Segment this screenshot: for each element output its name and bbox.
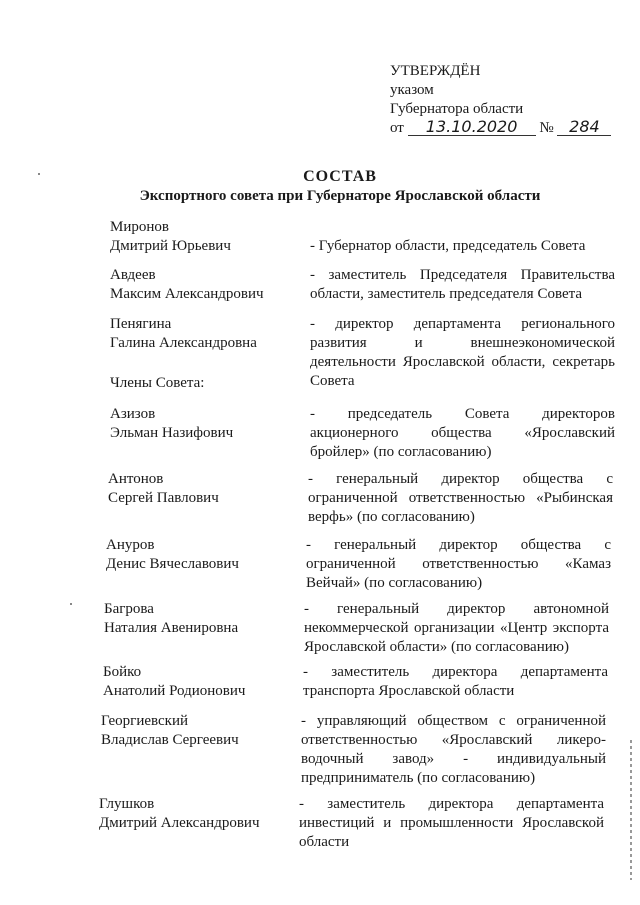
approval-date-line <box>390 119 611 138</box>
document-title: СОСТАВ <box>303 168 377 185</box>
date-prefix: от <box>390 120 404 136</box>
list-item <box>103 663 608 703</box>
member-surname: Бойко <box>103 664 142 680</box>
scan-edge-mark <box>630 740 632 880</box>
list-item <box>99 795 604 855</box>
member-surname: Азизов <box>110 406 156 422</box>
member-surname: Миронов <box>110 219 169 235</box>
list-item <box>110 405 615 465</box>
number-prefix: № <box>539 120 554 136</box>
member-given-name: Сергей Павлович <box>108 490 219 506</box>
member-name <box>106 536 306 574</box>
member-surname: Ануров <box>106 537 155 553</box>
member-name <box>110 315 310 353</box>
approval-stamp <box>390 62 611 138</box>
member-name <box>99 795 299 833</box>
member-name <box>110 266 310 304</box>
member-given-name: Дмитрий Александрович <box>99 815 260 831</box>
member-surname: Георгиевский <box>101 713 189 729</box>
list-item <box>106 536 611 596</box>
list-item <box>104 600 609 660</box>
member-given-name: Денис Вячеславович <box>106 556 239 572</box>
list-item <box>108 470 613 530</box>
member-role: - заместитель директора департамента транспорта Ярославской области <box>303 664 608 699</box>
member-name <box>103 663 303 701</box>
member-role: - генеральный директор общества с ограниченной ответственностью «Рыбинская верфь» (по согласованию) <box>308 471 613 525</box>
member-surname: Пенягина <box>110 316 172 332</box>
list-item <box>101 712 606 788</box>
member-role: - генеральный директор общества с ограниченной ответственностью «Камаз Вейчай» (по согласованию) <box>306 537 611 591</box>
member-given-name: Галина Александровна <box>110 335 257 351</box>
scan-speck <box>38 173 40 175</box>
member-name <box>104 600 304 638</box>
member-given-name: Наталия Авенировна <box>104 620 239 636</box>
member-given-name: Максим Александрович <box>110 286 264 302</box>
member-role: - Губернатор области, председатель Совета <box>310 238 586 254</box>
member-role: - заместитель директора департамента инвестиций и промышленности Ярославской области <box>299 796 604 850</box>
member-name <box>101 712 301 750</box>
approval-title: УТВЕРЖДЁН <box>390 63 481 79</box>
member-given-name: Владислав Сергеевич <box>101 732 239 748</box>
member-role: - директор департамента регионального развития и внешнеэкономической деятельности Ярославской области, секретарь Совета <box>310 316 615 389</box>
list-item <box>110 218 615 258</box>
approval-date: 13.10.2020 <box>408 119 536 136</box>
approval-by: указом <box>390 82 434 98</box>
scan-speck <box>70 603 72 605</box>
member-name <box>110 405 310 443</box>
member-given-name: Анатолий Родионович <box>103 683 246 699</box>
member-given-name: Дмитрий Юрьевич <box>110 238 231 254</box>
document-subtitle: Экспортного совета при Губернаторе Ярославской области <box>139 188 541 204</box>
member-name <box>110 218 310 256</box>
member-name <box>108 470 308 508</box>
member-role: - управляющий обществом с ограниченной ответственностью «Ярославский ликеро-водочный завод» - индивидуальный предприниматель (по согласованию) <box>301 713 606 786</box>
member-surname: Антонов <box>108 471 164 487</box>
member-role: - генеральный директор автономной некоммерческой организации «Центр экспорта Ярославской области» (по согласованию) <box>304 601 609 655</box>
member-surname: Глушков <box>99 796 155 812</box>
member-surname: Багрова <box>104 601 154 617</box>
member-given-name: Эльман Назифович <box>110 425 234 441</box>
member-surname: Авдеев <box>110 267 156 283</box>
member-role: - заместитель Председателя Правительства области, заместитель председателя Совета <box>310 267 615 302</box>
approval-number: 284 <box>557 119 611 136</box>
members-section-label: Члены Совета: <box>110 375 205 391</box>
approval-authority: Губернатора области <box>390 101 524 117</box>
member-role: - председатель Совета директоров акционерного общества «Ярославский бройлер» (по согласованию) <box>310 406 615 460</box>
list-item <box>110 266 615 306</box>
